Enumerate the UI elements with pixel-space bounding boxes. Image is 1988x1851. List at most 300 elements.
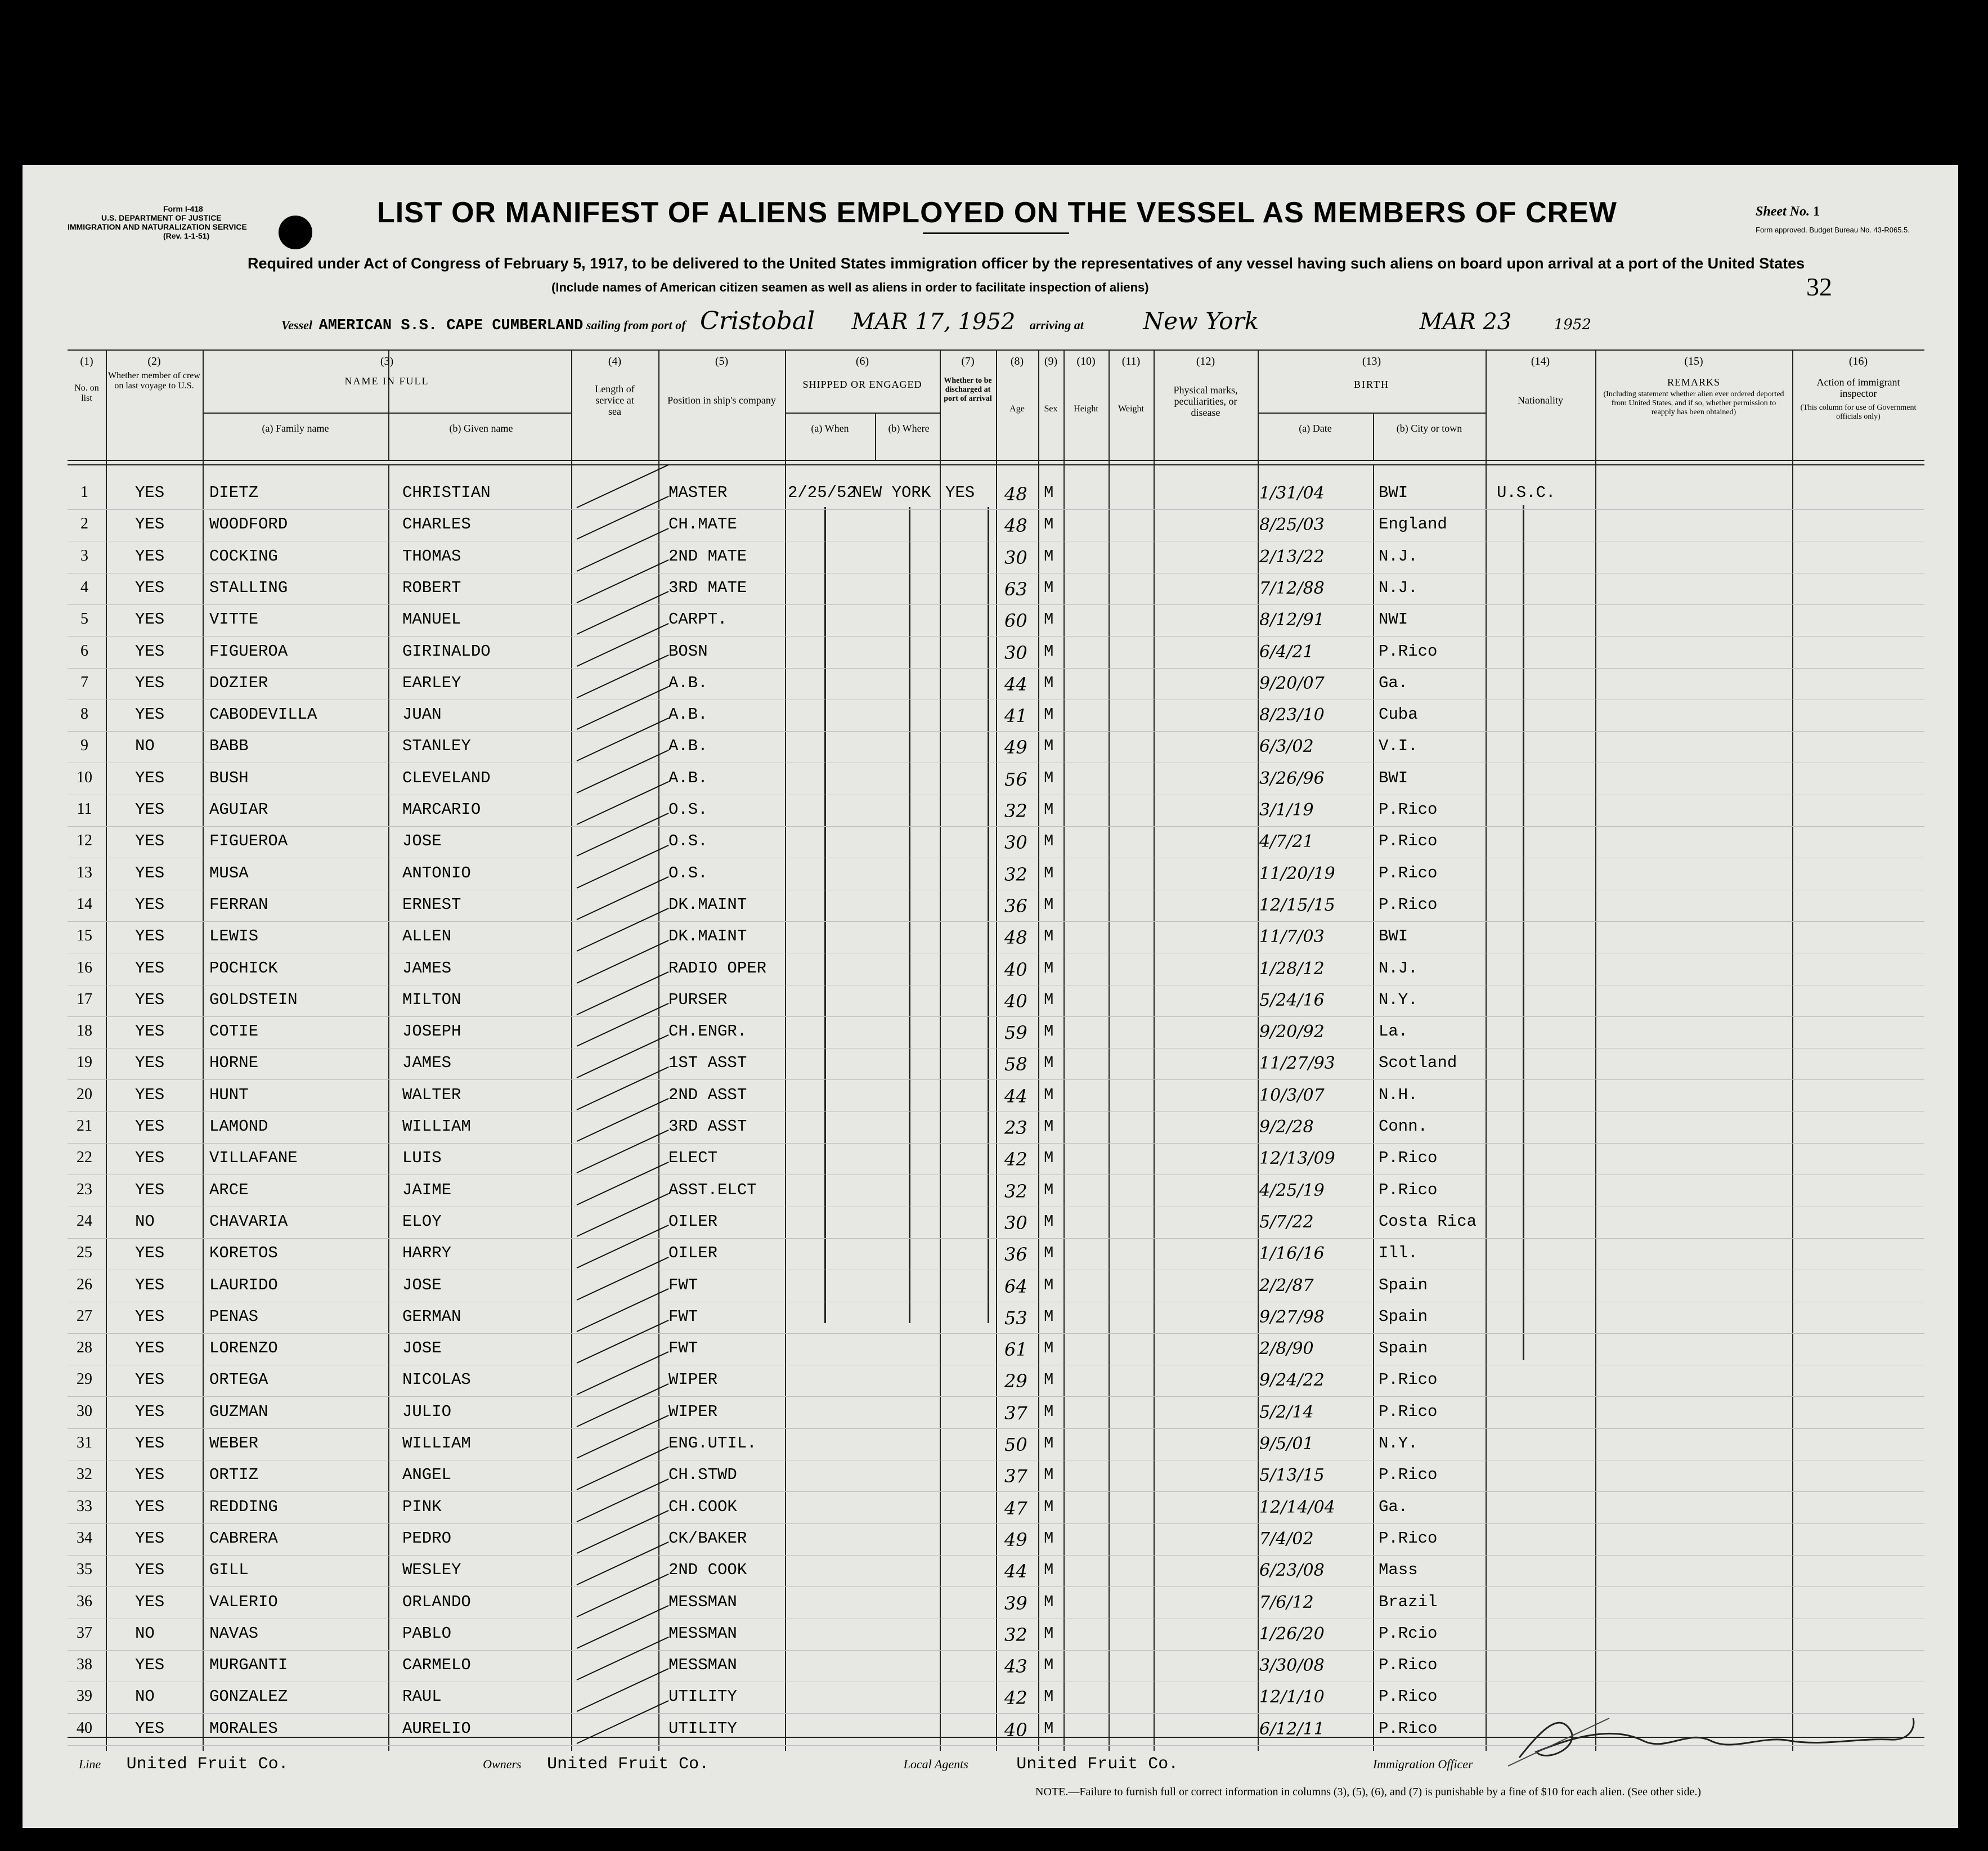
- sex: M: [1044, 1370, 1054, 1390]
- sex: M: [1044, 737, 1054, 756]
- col-13-label: BIRTH: [1354, 379, 1389, 390]
- row-number: 22: [77, 1149, 92, 1167]
- length-of-service-mark: [577, 1351, 669, 1395]
- family-name: MURGANTI: [209, 1656, 288, 1675]
- sex: M: [1044, 800, 1054, 819]
- birth-date: 5/2/14: [1259, 1402, 1314, 1422]
- row-number: 29: [77, 1370, 92, 1388]
- manifest-footer: [79, 1755, 1473, 1774]
- position: ASST.ELCT: [668, 1180, 757, 1199]
- nationality: U.S.C.: [1497, 483, 1556, 502]
- given-name: MARCARIO: [402, 800, 481, 819]
- row-number: 24: [77, 1212, 92, 1230]
- prior-voyage: NO: [135, 1212, 155, 1231]
- col-15-number: (15): [1684, 355, 1703, 367]
- prior-voyage: YES: [135, 1719, 165, 1738]
- sex: M: [1044, 1244, 1054, 1263]
- position: MESSMAN: [668, 1656, 737, 1675]
- birth-date: 3/1/19: [1259, 800, 1314, 820]
- position: A.B.: [668, 737, 708, 756]
- prior-voyage: NO: [135, 1624, 155, 1643]
- age: 37: [1004, 1465, 1027, 1487]
- prior-voyage: YES: [135, 1339, 165, 1358]
- age: 61: [1004, 1339, 1027, 1361]
- family-name: NAVAS: [209, 1624, 259, 1643]
- birth-place: Ill.: [1379, 1244, 1418, 1263]
- sex: M: [1044, 1117, 1054, 1136]
- given-name: CLEVELAND: [402, 768, 491, 787]
- ditto-mark: [824, 507, 826, 1323]
- family-name: REDDING: [209, 1497, 278, 1516]
- birth-place: Ga.: [1379, 673, 1408, 692]
- vessel-name: AMERICAN S.S. CAPE CUMBERLAND: [318, 317, 584, 334]
- birth-date: 1/28/12: [1259, 958, 1325, 979]
- shipped-where: NEW YORK: [852, 483, 931, 502]
- position: OILER: [668, 1212, 718, 1231]
- given-name: CHARLES: [402, 515, 471, 534]
- signature: [1497, 1707, 1924, 1769]
- page-number: 32: [1806, 272, 1832, 301]
- col-13a-label: (a) Date: [1299, 423, 1332, 434]
- prior-voyage: YES: [135, 927, 165, 946]
- prior-voyage: YES: [135, 1592, 165, 1611]
- birth-date: 9/24/22: [1259, 1370, 1325, 1391]
- sex: M: [1044, 1275, 1054, 1294]
- position: 2ND MATE: [668, 546, 747, 566]
- given-name: HARRY: [402, 1244, 452, 1263]
- col-15-sublabel: (Including statement whether alien ever ordered deported from United States, and if so, whether permission to reapply has been obtained): [1603, 390, 1784, 416]
- line-value: United Fruit Co.: [126, 1755, 289, 1774]
- position: O.S.: [668, 863, 708, 882]
- sex: M: [1044, 483, 1054, 502]
- age: 58: [1004, 1054, 1027, 1075]
- age: 23: [1004, 1117, 1027, 1139]
- col-6-label: SHIPPED OR ENGAGED: [802, 379, 922, 390]
- sheet-label: Sheet No.: [1756, 204, 1810, 219]
- age: 37: [1004, 1402, 1027, 1424]
- footer-note: NOTE.—Failure to furnish full or correct information in columns (3), (5), (6), and (7) is punishable by a fine of $10 for each alien. (See other side.): [1035, 1786, 1701, 1798]
- arriving-label: arriving at: [1029, 318, 1084, 332]
- col-3b-label: (b) Given name: [449, 423, 513, 434]
- birth-place: BWI: [1379, 927, 1408, 946]
- ditto-mark: [1523, 505, 1524, 1360]
- position: 2ND COOK: [668, 1561, 747, 1580]
- family-name: CHAVARIA: [209, 1212, 288, 1231]
- family-name: ORTEGA: [209, 1370, 268, 1390]
- col-6-number: (6): [855, 355, 869, 367]
- sex: M: [1044, 1212, 1054, 1231]
- family-name: CABRERA: [209, 1529, 278, 1548]
- birth-place: V.I.: [1379, 737, 1418, 756]
- prior-voyage: YES: [135, 1656, 165, 1675]
- sex: M: [1044, 546, 1054, 566]
- family-name: MORALES: [209, 1719, 278, 1738]
- department-name: U.S. DEPARTMENT OF JUSTICE: [101, 213, 222, 222]
- position: A.B.: [668, 768, 708, 787]
- age: 32: [1004, 800, 1027, 822]
- prior-voyage: YES: [135, 832, 165, 851]
- sex: M: [1044, 1624, 1054, 1643]
- row-number: 4: [80, 578, 88, 596]
- col-14-label: Nationality: [1518, 395, 1563, 406]
- length-of-service-mark: [577, 908, 669, 952]
- birth-date: 6/23/08: [1259, 1561, 1325, 1581]
- family-name: GONZALEZ: [209, 1687, 288, 1706]
- row-number: 6: [80, 642, 88, 660]
- row-number: 37: [77, 1624, 92, 1642]
- row-number: 7: [80, 673, 88, 691]
- birth-place: N.J.: [1379, 546, 1418, 566]
- sex: M: [1044, 1434, 1054, 1453]
- col-16-label: Action of immigrant inspector: [1816, 377, 1900, 399]
- given-name: NICOLAS: [402, 1370, 471, 1390]
- family-name: FIGUEROA: [209, 642, 288, 661]
- sex: M: [1044, 958, 1054, 978]
- length-of-service-mark: [577, 1668, 669, 1712]
- row-number: 20: [77, 1085, 92, 1103]
- row-number: 26: [77, 1275, 92, 1293]
- col-10-label: Height: [1074, 404, 1098, 414]
- col-3a-label: (a) Family name: [262, 423, 329, 434]
- row-number: 19: [77, 1054, 92, 1072]
- row-number: 31: [77, 1434, 92, 1451]
- birth-place: P.Rico: [1379, 800, 1438, 819]
- col-10-number: (10): [1076, 355, 1096, 367]
- row-number: 2: [80, 515, 88, 533]
- birth-date: 9/27/98: [1259, 1307, 1325, 1327]
- row-number: 11: [77, 800, 92, 818]
- family-name: LEWIS: [209, 927, 259, 946]
- family-name: FIGUEROA: [209, 832, 288, 851]
- page-title: LIST OR MANIFEST OF ALIENS EMPLOYED ON THE VESSEL AS MEMBERS OF CREW: [377, 196, 1617, 229]
- birth-date: 9/20/92: [1259, 1022, 1325, 1042]
- position: DK.MAINT: [668, 927, 747, 946]
- family-name: VITTE: [209, 610, 259, 629]
- prior-voyage: YES: [135, 642, 165, 661]
- sex: M: [1044, 1561, 1054, 1580]
- sex: M: [1044, 1307, 1054, 1326]
- form-revision: (Rev. 1-1-51): [163, 231, 210, 240]
- vessel-line: [281, 307, 1591, 335]
- ditto-mark: [909, 507, 910, 1323]
- given-name: JOSE: [402, 832, 442, 851]
- page-subtitle: Required under Act of Congress of February 5, 1917, to be delivered to the United States immigration officer by the representatives of any vessel having such aliens on board upon arrival at a port of the United States: [248, 255, 1805, 272]
- row-number: 23: [77, 1180, 92, 1198]
- length-of-service-mark: [577, 1034, 669, 1078]
- row-number: 40: [77, 1719, 92, 1737]
- prior-voyage: YES: [135, 800, 165, 819]
- shipped-when: 2/25/52: [788, 483, 856, 502]
- col-12-number: (12): [1196, 355, 1215, 367]
- position: 1ST ASST: [668, 1054, 747, 1073]
- given-name: WILLIAM: [402, 1117, 471, 1136]
- position: DK.MAINT: [668, 895, 747, 914]
- birth-place: P.Rico: [1379, 1180, 1438, 1199]
- prior-voyage: YES: [135, 1497, 165, 1516]
- vessel-label: Vessel: [281, 318, 312, 332]
- col-5-label: Position in ship's company: [667, 395, 776, 406]
- arriving-date: MAR 23: [1419, 309, 1512, 335]
- form-number: Form I-418: [163, 204, 203, 213]
- age: 48: [1004, 515, 1027, 537]
- prior-voyage: YES: [135, 1054, 165, 1073]
- birth-date: 4/25/19: [1259, 1180, 1325, 1200]
- sailing-label: sailing from port of: [586, 318, 686, 332]
- birth-place: Costa Rica: [1379, 1212, 1477, 1231]
- prior-voyage: YES: [135, 1370, 165, 1390]
- sex: M: [1044, 1085, 1054, 1104]
- sex: M: [1044, 1339, 1054, 1358]
- birth-place: P.Rico: [1379, 1687, 1438, 1706]
- sex: M: [1044, 768, 1054, 787]
- row-number: 17: [77, 990, 92, 1008]
- birth-place: P.Rico: [1379, 895, 1438, 914]
- given-name: ELOY: [402, 1212, 442, 1231]
- birth-date: 3/26/96: [1259, 768, 1325, 788]
- given-name: LUIS: [402, 1149, 442, 1168]
- col-12-label: Physical marks, peculiarities, or disease: [1173, 384, 1238, 418]
- page-subnote: (Include names of American citizen seamen as well as aliens in order to facilitate inspection of aliens): [551, 280, 1149, 294]
- age: 32: [1004, 1624, 1027, 1646]
- given-name: MANUEL: [402, 610, 461, 629]
- family-name: HORNE: [209, 1054, 259, 1073]
- col-16-sublabel: (This column for use of Government officials only): [1800, 404, 1917, 421]
- family-name: POCHICK: [209, 958, 278, 978]
- birth-place: N.Y.: [1379, 990, 1418, 1009]
- prior-voyage: YES: [135, 1561, 165, 1580]
- sex: M: [1044, 1054, 1054, 1073]
- position: MESSMAN: [668, 1624, 737, 1643]
- position: CK/BAKER: [668, 1529, 747, 1548]
- col-8-number: (8): [1010, 355, 1024, 367]
- birth-date: 8/25/03: [1259, 515, 1325, 535]
- col-11-label: Weight: [1118, 404, 1144, 414]
- birth-place: BWI: [1379, 483, 1408, 502]
- col-4-number: (4): [608, 355, 622, 367]
- prior-voyage: YES: [135, 895, 165, 914]
- col-9-label: Sex: [1044, 404, 1058, 414]
- prior-voyage: YES: [135, 673, 165, 692]
- sex: M: [1044, 578, 1054, 597]
- sex: M: [1044, 673, 1054, 692]
- given-name: JOSE: [402, 1275, 442, 1294]
- given-name: ORLANDO: [402, 1592, 471, 1611]
- position: CH.STWD: [668, 1465, 737, 1485]
- given-name: THOMAS: [402, 546, 461, 566]
- position: A.B.: [668, 673, 708, 692]
- arriving-port: New York: [1143, 307, 1259, 335]
- row-number: 14: [77, 895, 92, 913]
- age: 40: [1004, 1719, 1027, 1741]
- position: 3RD ASST: [668, 1117, 747, 1136]
- row-number: 21: [77, 1117, 92, 1135]
- row-number: 9: [80, 737, 88, 755]
- prior-voyage: YES: [135, 546, 165, 566]
- sex: M: [1044, 1497, 1054, 1516]
- birth-date: 7/4/02: [1259, 1529, 1314, 1549]
- age: 60: [1004, 610, 1027, 632]
- age: 39: [1004, 1592, 1027, 1614]
- col-5-number: (5): [715, 355, 729, 367]
- given-name: GERMAN: [402, 1307, 461, 1326]
- birth-place: P.Rico: [1379, 1149, 1438, 1168]
- age: 30: [1004, 546, 1027, 568]
- prior-voyage: YES: [135, 705, 165, 724]
- birth-place: P.Rico: [1379, 863, 1438, 882]
- birth-place: P.Rcio: [1379, 1624, 1438, 1643]
- sex: M: [1044, 1149, 1054, 1168]
- age: 36: [1004, 1244, 1027, 1266]
- service-name: IMMIGRATION AND NATURALIZATION SERVICE: [68, 222, 247, 231]
- birth-place: N.Y.: [1379, 1434, 1418, 1453]
- sex: M: [1044, 705, 1054, 724]
- length-of-service-mark: [577, 1225, 669, 1269]
- family-name: VILLAFANE: [209, 1149, 298, 1168]
- position: CH.ENGR.: [668, 1022, 747, 1041]
- birth-place: P.Rico: [1379, 1402, 1438, 1421]
- birth-place: N.H.: [1379, 1085, 1418, 1104]
- age: 32: [1004, 863, 1027, 885]
- row-number: 36: [77, 1592, 92, 1610]
- length-of-service-mark: [577, 591, 669, 635]
- birth-place: P.Rico: [1379, 1656, 1438, 1675]
- col-13-number: (13): [1362, 355, 1381, 367]
- prior-voyage: YES: [135, 863, 165, 882]
- prior-voyage: YES: [135, 1085, 165, 1104]
- age: 43: [1004, 1656, 1027, 1678]
- age: 50: [1004, 1434, 1027, 1455]
- given-name: JAMES: [402, 958, 452, 978]
- family-name: ARCE: [209, 1180, 249, 1199]
- age: 30: [1004, 832, 1027, 854]
- length-of-service-mark: [577, 1446, 669, 1490]
- length-of-service-mark: [577, 1130, 669, 1173]
- birth-date: 8/23/10: [1259, 705, 1325, 725]
- position: CARPT.: [668, 610, 728, 629]
- family-name: DOZIER: [209, 673, 268, 692]
- sex: M: [1044, 927, 1054, 946]
- birth-date: 12/15/15: [1259, 895, 1335, 915]
- birth-place: Cuba: [1379, 705, 1418, 724]
- col-6a-label: (a) When: [811, 423, 849, 434]
- arrival-year: 1952: [1554, 316, 1591, 333]
- col-13b-label: (b) City or town: [1396, 423, 1462, 434]
- given-name: STANLEY: [402, 737, 471, 756]
- birth-date: 3/30/08: [1259, 1656, 1325, 1676]
- age: 32: [1004, 1180, 1027, 1202]
- birth-place: Scotland: [1379, 1054, 1457, 1073]
- birth-place: P.Rico: [1379, 1529, 1438, 1548]
- prior-voyage: YES: [135, 990, 165, 1009]
- given-name: JAMES: [402, 1054, 452, 1073]
- sex: M: [1044, 1529, 1054, 1548]
- position: ELECT: [668, 1149, 718, 1168]
- owners-label: Owners: [483, 1757, 522, 1771]
- given-name: GIRINALDO: [402, 642, 491, 661]
- given-name: CARMELO: [402, 1656, 471, 1675]
- sex: M: [1044, 1022, 1054, 1041]
- given-name: CHRISTIAN: [402, 483, 491, 502]
- position: WIPER: [668, 1370, 718, 1390]
- sex: M: [1044, 642, 1054, 661]
- title-underline: [923, 232, 1069, 234]
- col-3-label: NAME IN FULL: [344, 375, 429, 387]
- family-name: COTIE: [209, 1022, 259, 1041]
- birth-date: 1/31/04: [1259, 483, 1325, 503]
- sex: M: [1044, 895, 1054, 914]
- prior-voyage: YES: [135, 515, 165, 534]
- sex: M: [1044, 1687, 1054, 1706]
- prior-voyage: NO: [135, 737, 155, 756]
- family-name: LAMOND: [209, 1117, 268, 1136]
- row-number: 35: [77, 1561, 92, 1579]
- birth-date: 4/7/21: [1259, 832, 1314, 852]
- col-2-number: (2): [147, 355, 161, 367]
- birth-date: 9/5/01: [1259, 1434, 1314, 1454]
- col-6b-label: (b) Where: [888, 423, 930, 434]
- form-identifier: [68, 204, 304, 240]
- position: FWT: [668, 1307, 698, 1326]
- agents-value: United Fruit Co.: [1016, 1755, 1179, 1774]
- given-name: ALLEN: [402, 927, 452, 946]
- length-of-service-mark: [577, 1541, 669, 1585]
- birth-place: BWI: [1379, 768, 1408, 787]
- birth-place: P.Rico: [1379, 1370, 1438, 1390]
- age: 30: [1004, 1212, 1027, 1234]
- birth-date: 10/3/07: [1259, 1085, 1325, 1105]
- sex: M: [1044, 515, 1054, 534]
- row-number: 18: [77, 1022, 92, 1040]
- sex: M: [1044, 1656, 1054, 1675]
- given-name: JOSEPH: [402, 1022, 461, 1041]
- row-number: 28: [77, 1339, 92, 1357]
- row-number: 8: [80, 705, 88, 723]
- row-number: 25: [77, 1244, 92, 1262]
- prior-voyage: NO: [135, 1687, 155, 1706]
- length-of-service-mark: [577, 718, 669, 761]
- prior-voyage: YES: [135, 1434, 165, 1453]
- col-3-number: (3): [380, 355, 394, 367]
- sheet-value: 1: [1813, 204, 1820, 219]
- birth-date: 2/8/90: [1259, 1339, 1314, 1359]
- family-name: LAURIDO: [209, 1275, 278, 1294]
- col-1-number: (1): [80, 355, 93, 367]
- family-name: GUZMAN: [209, 1402, 268, 1421]
- given-name: ROBERT: [402, 578, 461, 597]
- row-number: 32: [77, 1465, 92, 1484]
- position: OILER: [668, 1244, 718, 1263]
- age: 44: [1004, 1561, 1027, 1583]
- col-2-label: Whether member of crew on last voyage to U.S.: [108, 371, 200, 391]
- row-number: 5: [80, 610, 88, 628]
- row-number: 15: [77, 927, 92, 945]
- birth-date: 12/14/04: [1259, 1497, 1335, 1517]
- prior-voyage: YES: [135, 483, 165, 502]
- birth-place: Mass: [1379, 1561, 1418, 1580]
- col-7-number: (7): [961, 355, 975, 367]
- age: 42: [1004, 1149, 1027, 1171]
- row-number: 38: [77, 1656, 92, 1674]
- prior-voyage: YES: [135, 578, 165, 597]
- row-number: 13: [77, 863, 92, 881]
- officer-label: Immigration Officer: [1372, 1757, 1473, 1771]
- age: 42: [1004, 1687, 1027, 1709]
- birth-date: 8/12/91: [1259, 610, 1325, 630]
- col-8-label: Age: [1009, 404, 1025, 414]
- position: 2ND ASST: [668, 1085, 747, 1104]
- position: RADIO OPER: [668, 958, 767, 978]
- given-name: PINK: [402, 1497, 442, 1516]
